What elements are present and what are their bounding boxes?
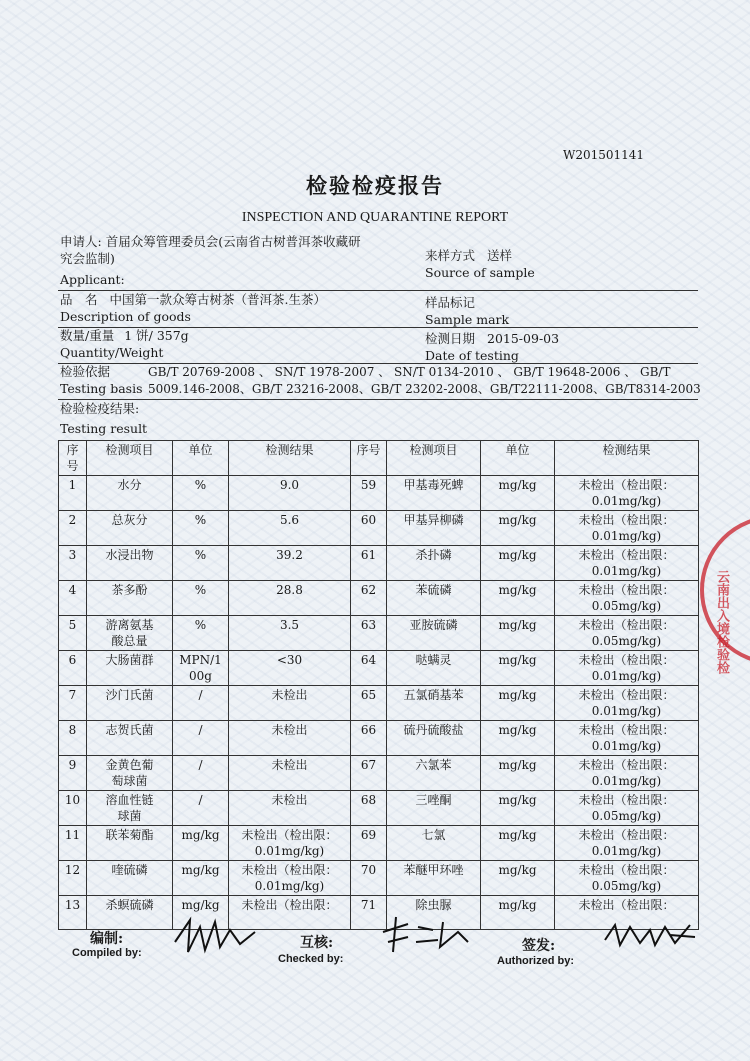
row-item: 大肠菌群 [87,651,173,686]
row-result: 5.6 [229,511,351,546]
row-item: 游离氨基 酸总量 [87,616,173,651]
row-no-2: 67 [351,756,387,791]
divider [58,399,698,400]
row-no: 4 [59,581,87,616]
results-table [58,440,699,930]
row-unit: mg/kg [173,861,229,896]
row-no-2: 64 [351,651,387,686]
row-item-2: 甲基异柳磷 [387,511,481,546]
row-result: 未检出（检出限： [229,896,351,930]
row-item-2: 甲基毒死蜱 [387,476,481,511]
table-row [59,581,699,616]
row-item: 杀螟硫磷 [87,896,173,930]
date-cn-label: 检测日期 [425,331,476,346]
row-item: 金黄色葡 萄球菌 [87,756,173,791]
row-result: 3.5 [229,616,351,651]
row-result: 未检出 [229,756,351,791]
basis-line-1: GB/T 20769-2008 、 SN/T 1978-2007 、 SN/T 0134-2010 、 GB/T 19648-2006 、 GB/T [148,365,671,379]
row-unit: / [173,686,229,721]
row-unit-2: mg/kg [481,861,555,896]
row-item: 志贺氏菌 [87,721,173,756]
compiled-en-label: Compiled by: [72,947,142,959]
row-result-2: 未检出（检出限： 0.01mg/kg) [555,511,699,546]
mark-cn-label: 样品标记 [425,295,476,310]
row-unit: mg/kg [173,896,229,930]
header-no: 序 号 [59,441,87,476]
row-unit-2: mg/kg [481,686,555,721]
row-result: 未检出 [229,721,351,756]
row-item: 水浸出物 [87,546,173,581]
applicant-en-label: Applicant: [60,272,125,287]
table-row [59,476,699,511]
row-result: 28.8 [229,581,351,616]
results-table-body [59,476,699,930]
qty-cn-label: 数量/重量 [60,328,115,343]
row-unit-2: mg/kg [481,511,555,546]
checked-cn-label: 互核: [300,935,334,951]
authorized-en-label: Authorized by: [497,955,574,967]
qty-value: 1 饼/ 357g [124,328,189,343]
row-no-2: 59 [351,476,387,511]
authorized-signature [600,915,700,955]
table-row [59,861,699,896]
row-result: 39.2 [229,546,351,581]
basis-cn-label: 检验依据 [60,364,111,379]
row-result-2: 未检出（检出限： 0.01mg/kg) [555,546,699,581]
row-item: 茶多酚 [87,581,173,616]
row-result-2: 未检出（检出限： [555,896,699,930]
row-item-2: 除虫脲 [387,896,481,930]
row-no-2: 60 [351,511,387,546]
row-no-2: 71 [351,896,387,930]
source-en-label: Source of sample [425,265,535,280]
row-result: 未检出 [229,791,351,826]
row-unit-2: mg/kg [481,651,555,686]
row-item-2: 三唑酮 [387,791,481,826]
row-no: 9 [59,756,87,791]
date-en-label: Date of testing [425,348,519,363]
row-item-2: 哒螨灵 [387,651,481,686]
compiled-cn-label: 编制: [90,931,124,947]
date-value: 2015-09-03 [487,331,560,346]
row-unit-2: mg/kg [481,546,555,581]
result-en-label: Testing result [60,421,148,436]
row-item-2: 硫丹硫酸盐 [387,721,481,756]
applicant-value-line2: 究会监制) [60,251,115,266]
table-row [59,721,699,756]
goods-block [60,292,326,308]
row-unit: % [173,581,229,616]
divider [58,290,698,291]
row-unit-2: mg/kg [481,791,555,826]
row-no: 7 [59,686,87,721]
authorized-cn-label: 签发: [522,938,556,954]
row-no-2: 68 [351,791,387,826]
table-header-row [59,441,699,476]
report-title-cn: 检验检疫报告 [306,173,444,198]
row-item-2: 苯醚甲环唑 [387,861,481,896]
row-no: 12 [59,861,87,896]
row-no-2: 69 [351,826,387,861]
qty-en-label: Quantity/Weight [60,345,164,360]
row-item: 沙门氏菌 [87,686,173,721]
header-item: 检测项目 [87,441,173,476]
row-unit: mg/kg [173,826,229,861]
row-item-2: 五氯硝基苯 [387,686,481,721]
row-unit-2: mg/kg [481,581,555,616]
date-block [425,331,559,347]
header-result-2: 检测结果 [555,441,699,476]
header-result: 检测结果 [229,441,351,476]
row-no: 8 [59,721,87,756]
row-item: 总灰分 [87,511,173,546]
row-no: 3 [59,546,87,581]
row-unit-2: mg/kg [481,476,555,511]
table-row [59,686,699,721]
header-item-2: 检测项目 [387,441,481,476]
row-no-2: 70 [351,861,387,896]
row-no: 13 [59,896,87,930]
applicant-value-line1: 首届众筹管理委员会(云南省古树普洱茶收藏研 [105,234,361,249]
row-result: 未检出（检出限： 0.01mg/kg) [229,826,351,861]
document-number: W201501141 [563,148,645,162]
table-row [59,791,699,826]
row-result-2: 未检出（检出限： 0.05mg/kg) [555,791,699,826]
goods-value: 中国第一款众筹古树茶（普洱茶.生茶） [109,292,326,307]
row-no: 10 [59,791,87,826]
row-item-2: 苯硫磷 [387,581,481,616]
row-result: 未检出（检出限： 0.01mg/kg) [229,861,351,896]
row-no-2: 62 [351,581,387,616]
row-item: 联苯菊酯 [87,826,173,861]
basis-line-2: 5009.146-2008、GB/T 23216-2008、GB/T 23202-2008、GB/T22111-2008、GB/T8314-2003 [148,382,701,396]
row-item: 水分 [87,476,173,511]
header-unit-2: 单位 [481,441,555,476]
row-result-2: 未检出（检出限： 0.05mg/kg) [555,581,699,616]
row-result: 未检出 [229,686,351,721]
row-unit-2: mg/kg [481,756,555,791]
row-no-2: 61 [351,546,387,581]
row-no-2: 66 [351,721,387,756]
row-unit: % [173,511,229,546]
table-row [59,651,699,686]
row-item-2: 七氯 [387,826,481,861]
row-unit: % [173,616,229,651]
table-row [59,511,699,546]
goods-cn-label: 品 名 [60,292,98,307]
row-result-2: 未检出（检出限： 0.01mg/kg) [555,826,699,861]
source-block [425,248,512,264]
row-no: 2 [59,511,87,546]
row-item-2: 杀扑磷 [387,546,481,581]
table-row [59,826,699,861]
row-result-2: 未检出（检出限： 0.01mg/kg) [555,756,699,791]
row-unit: / [173,756,229,791]
checked-en-label: Checked by: [278,953,344,965]
row-unit-2: mg/kg [481,896,555,930]
row-no: 6 [59,651,87,686]
table-row [59,616,699,651]
row-no: 5 [59,616,87,651]
row-unit-2: mg/kg [481,616,555,651]
applicant-cn-label: 申请人: [60,234,102,249]
row-unit: MPN/1 00g [173,651,229,686]
goods-en-label: Description of goods [60,309,191,324]
mark-en-label: Sample mark [425,312,510,327]
row-no-2: 63 [351,616,387,651]
row-result-2: 未检出（检出限： 0.01mg/kg) [555,651,699,686]
row-unit: % [173,546,229,581]
report-title-en: INSPECTION AND QUARANTINE REPORT [241,210,509,225]
row-unit-2: mg/kg [481,721,555,756]
compiled-signature [170,912,260,957]
table-row [59,546,699,581]
row-item-2: 六氯苯 [387,756,481,791]
row-item-2: 亚胺硫磷 [387,616,481,651]
row-no: 11 [59,826,87,861]
row-unit-2: mg/kg [481,826,555,861]
row-result: 9.0 [229,476,351,511]
table-row [59,756,699,791]
seal-text: 云南出入境检验检 [714,570,729,674]
row-item: 溶血性链 球菌 [87,791,173,826]
row-unit: / [173,791,229,826]
row-no: 1 [59,476,87,511]
row-result-2: 未检出（检出限： 0.01mg/kg) [555,476,699,511]
row-result: <30 [229,651,351,686]
header-unit: 单位 [173,441,229,476]
row-item: 喹硫磷 [87,861,173,896]
row-unit: % [173,476,229,511]
header-no-2: 序号 [351,441,387,476]
qty-block [60,328,189,344]
row-no-2: 65 [351,686,387,721]
checked-signature [378,912,478,957]
row-result-2: 未检出（检出限： 0.01mg/kg) [555,721,699,756]
row-unit: / [173,721,229,756]
result-cn-label: 检验检疫结果: [60,401,140,416]
row-result-2: 未检出（检出限： 0.05mg/kg) [555,616,699,651]
row-result-2: 未检出（检出限： 0.05mg/kg) [555,861,699,896]
applicant-block [60,234,361,250]
source-cn-label: 来样方式 [425,248,476,263]
source-value: 送样 [487,248,513,263]
row-result-2: 未检出（检出限： 0.01mg/kg) [555,686,699,721]
basis-en-label: Testing basis [60,381,143,396]
